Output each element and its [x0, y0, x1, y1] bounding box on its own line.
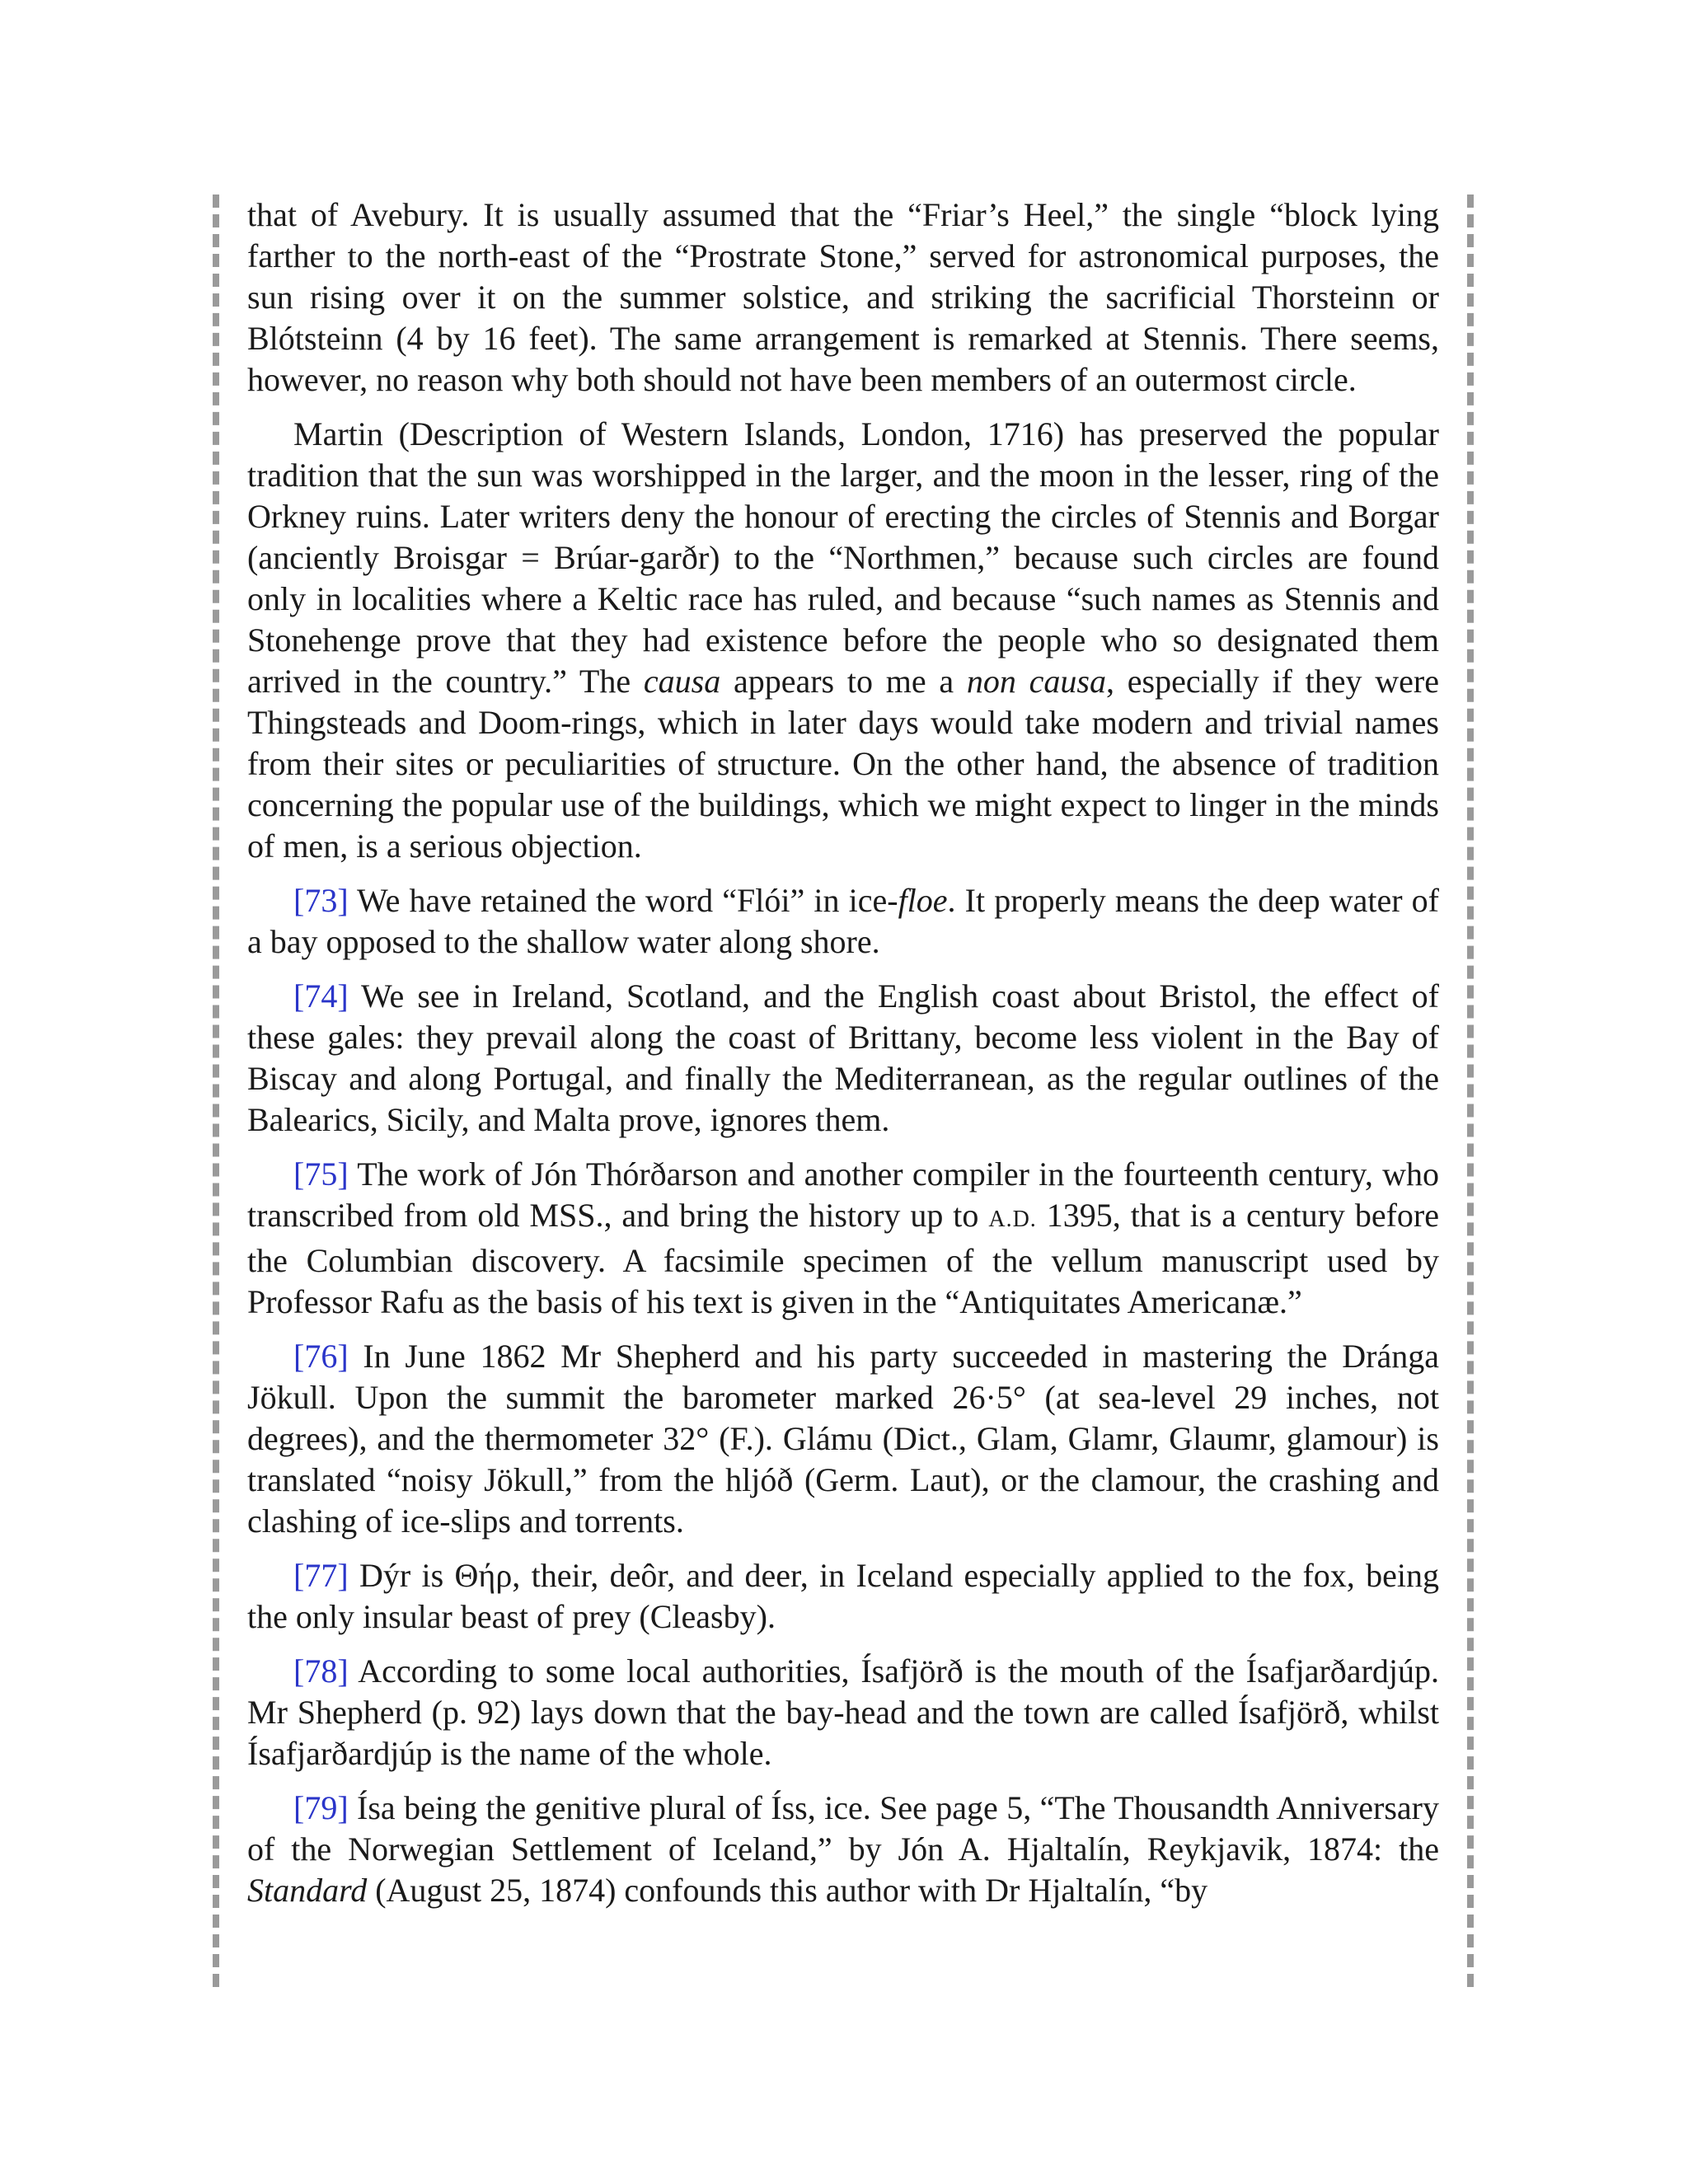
footnote-text: Ísa being the genitive plural of Íss, ice. See page 5, “The Thousandth Anniversary of the Norwegian Settlement of Iceland,” by Jón A. Hjaltalín, Reykjavik, 1874: the	[247, 1789, 1439, 1868]
paragraph-martin	[247, 414, 1439, 867]
footnote-78	[247, 1651, 1439, 1774]
footnote-link-79[interactable]: [79]	[293, 1789, 349, 1826]
page-frame	[213, 194, 1474, 1987]
footnote-link-75[interactable]: [75]	[293, 1155, 349, 1193]
footnote-text: (August 25, 1874) confounds this author with Dr Hjaltalín, “by	[367, 1872, 1208, 1909]
footnote-text: We see in Ireland, Scotland, and the English coast about Bristol, the effect of these gales: they prevail along the coast of Brittany, become less violent in the Bay of Biscay and along Portugal, and finally the Mediterranean, as the regular outlines of the Balearics, Sicily, and Malta prove, ignores them.	[247, 977, 1439, 1138]
italic-standard: Standard	[247, 1872, 368, 1909]
page-body	[247, 194, 1439, 1924]
footnote-link-74[interactable]: [74]	[293, 977, 349, 1015]
footnote-link-78[interactable]: [78]	[293, 1652, 349, 1690]
footnote-text: The work of Jón Thórðarson and another compiler in the fourteenth century, who transcribed from old MSS., and bring the history up to	[247, 1155, 1439, 1234]
footnote-77	[247, 1555, 1439, 1638]
footnote-76	[247, 1336, 1439, 1542]
footnote-text: Dýr is Θήρ, their, deôr, and deer, in Iceland especially applied to the fox, being the only insular beast of prey (Cleasby).	[247, 1557, 1439, 1635]
footnote-text: 1395, that is a century before the Columbian discovery. A facsimile specimen of the vellum manuscript used by Professor Rafu as the basis of his text is given in the “Antiquitates Americanæ.”	[247, 1197, 1439, 1320]
italic-non-causa: non causa	[966, 663, 1106, 700]
footnote-75	[247, 1154, 1439, 1323]
footnote-text: In June 1862 Mr Shepherd and his party succeeded in mastering the Dránga Jökull. Upon the summit the barometer marked 26·5° (at sea-level 29 inches, not degrees), and the thermometer 32° (F.). Glámu (Dict., Glam, Glamr, Glaumr, glamour) is translated “noisy Jökull,” from the hljóð (Germ. Laut), or the clamour, the crashing and clashing of ice-slips and torrents.	[247, 1338, 1439, 1540]
footnote-text: According to some local authorities, Ísafjörð is the mouth of the Ísafjarðardjúp. Mr Shepherd (p. 92) lays down that the bay-head and the town are called Ísafjörð, whilst Ísafjarðardjúp is the name of the whole.	[247, 1652, 1439, 1772]
footnote-link-76[interactable]: [76]	[293, 1338, 349, 1375]
footnote-79	[247, 1788, 1439, 1911]
footnote-link-77[interactable]: [77]	[293, 1557, 349, 1594]
footnote-74	[247, 976, 1439, 1141]
paragraph-avebury	[247, 194, 1439, 401]
small-caps-ad: A.D.	[988, 1207, 1037, 1232]
paragraph-text: appears to me a	[720, 663, 967, 700]
paragraph-text: Martin (Description of Western Islands, London, 1716) has preserved the popular tradition that the sun was worshipped in the larger, and the moon in the lesser, ring of the Orkney ruins. Later writers deny the honour of erecting the circles of Stennis and Borgar (anciently Broisgar = Brúar-garðr) to the “Northmen,” because such circles are found only in localities where a Keltic race has ruled, and because “such names as Stennis and Stonehenge prove that they had existence before the people who so designated them arrived in the country.” The	[247, 415, 1439, 700]
paragraph-text: that of Avebury. It is usually assumed that the “Friar’s Heel,” the single “block lying farther to the north-east of the “Prostrate Stone,” served for astronomical purposes, the sun rising over it on the summer solstice, and striking the sacrificial Thorsteinn or Blótsteinn (4 by 16 feet). The same arrangement is remarked at Stennis. There seems, however, no reason why both should not have been members of an outermost circle.	[247, 196, 1439, 398]
footnote-text: We have retained the word “Flói” in ice-	[348, 882, 898, 919]
italic-causa: causa	[643, 663, 721, 700]
italic-floe: floe	[898, 882, 948, 919]
footnote-link-73[interactable]: [73]	[293, 882, 349, 919]
paragraph-text: , especially if they were Thingsteads and Doom-rings, which in later days would take modern and trivial names from their sites or peculiarities of structure. On the other hand, the absence of tradition concerning the popular use of the buildings, which we might expect to linger in the minds of men, is a serious objection.	[247, 663, 1439, 865]
footnote-73	[247, 880, 1439, 963]
footnote-text: . It properly means the deep water of a bay opposed to the shallow water along shore.	[247, 882, 1439, 960]
